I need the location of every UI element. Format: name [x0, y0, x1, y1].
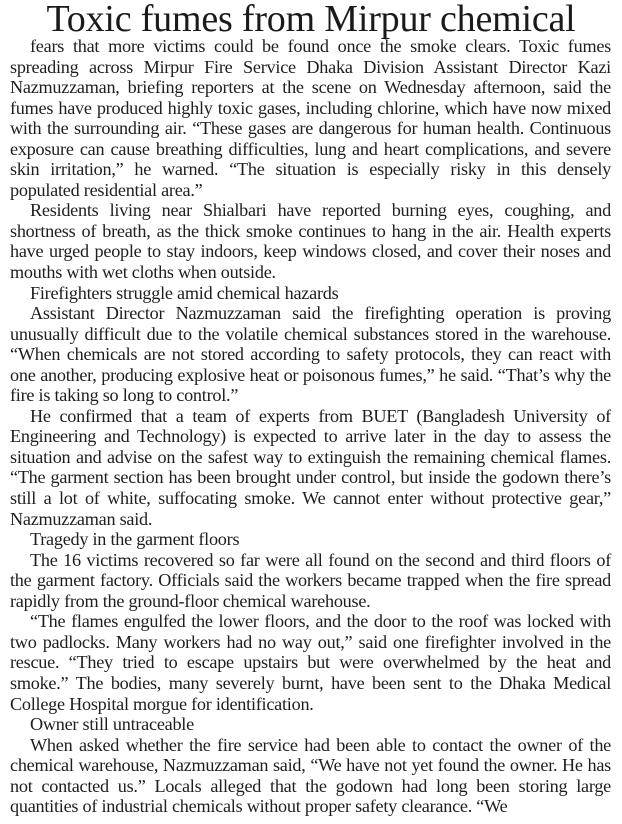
- headline: Toxic fumes from Mirpur chemical: [46, 0, 576, 40]
- subheading: Tragedy in the garment floors: [30, 529, 240, 550]
- paragraph: Assistant Director Nazmuzzaman said the firefighting operation is proving unusually difficult due to the volatile chemical substances stored in the warehouse. “When chemicals are not stored according to safety protocols, they can react with one another, producing explosive heat or poisonous fumes,” he said. “That’s why the fire is taking so long to control.”: [10, 303, 611, 406]
- subheading: Firefighters struggle amid chemical hazards: [30, 282, 339, 303]
- paragraph: The 16 victims recovered so far were all found on the second and third floors of the garment factory. Officials said the workers became trapped when the fire spread rapidly from the ground-floor chemical warehouse.: [10, 549, 611, 611]
- paragraph: He confirmed that a team of experts from BUET (Bangladesh University of Engineering and Technology) is expected to arrive later in the day to assess the situation and advise on the safest way to extinguish the remaining chemical flames. “The garment section has been brought under control, but inside the godown there’s still a lot of white, suffocating smoke. We cannot enter without protective gear,” Nazmuzzaman said.: [10, 405, 611, 529]
- subheading: Owner still untraceable: [30, 714, 194, 735]
- paragraph: fears that more victims could be found once the smoke clears. Toxic fumes spreading across Mirpur Fire Service Dhaka Division Assistant Director Kazi Nazmuzzaman, briefing reporters at the scene on Wednesday afternoon, said the fumes have produced highly toxic gases, including chlorine, which have now mixed with the surrounding air. “These gases are dangerous for human health. Continuous exposure can cause breathing difficulties, lung and heart complications, and severe skin irritation,” he warned. “The situation is especially risky in this densely populated residential area.”: [10, 36, 611, 200]
- article-body: [10, 36, 611, 817]
- paragraph: “The flames engulfed the lower floors, and the door to the roof was locked with two padlocks. Many workers had no way out,” said one firefighter involved in the rescue. “They tried to escape upstairs but were overwhelmed by the heat and smoke.” The bodies, many severely burnt, have been sent to the Dhaka Medical College Hospital morgue for identification.: [10, 611, 611, 714]
- paragraph: When asked whether the fire service had been able to contact the owner of the chemical warehouse, Nazmuzzaman said, “We have not yet found the owner. He has not contacted us.” Locals alleged that the godown had long been storing large quantities of industrial chemicals without proper safety clearance. “We: [10, 734, 611, 817]
- paragraph: Residents living near Shialbari have reported burning eyes, coughing, and shortness of breath, as the thick smoke continues to hang in the air. Health experts have urged people to stay indoors, keep windows closed, and cover their noses and mouths with wet cloths when outside.: [10, 200, 611, 283]
